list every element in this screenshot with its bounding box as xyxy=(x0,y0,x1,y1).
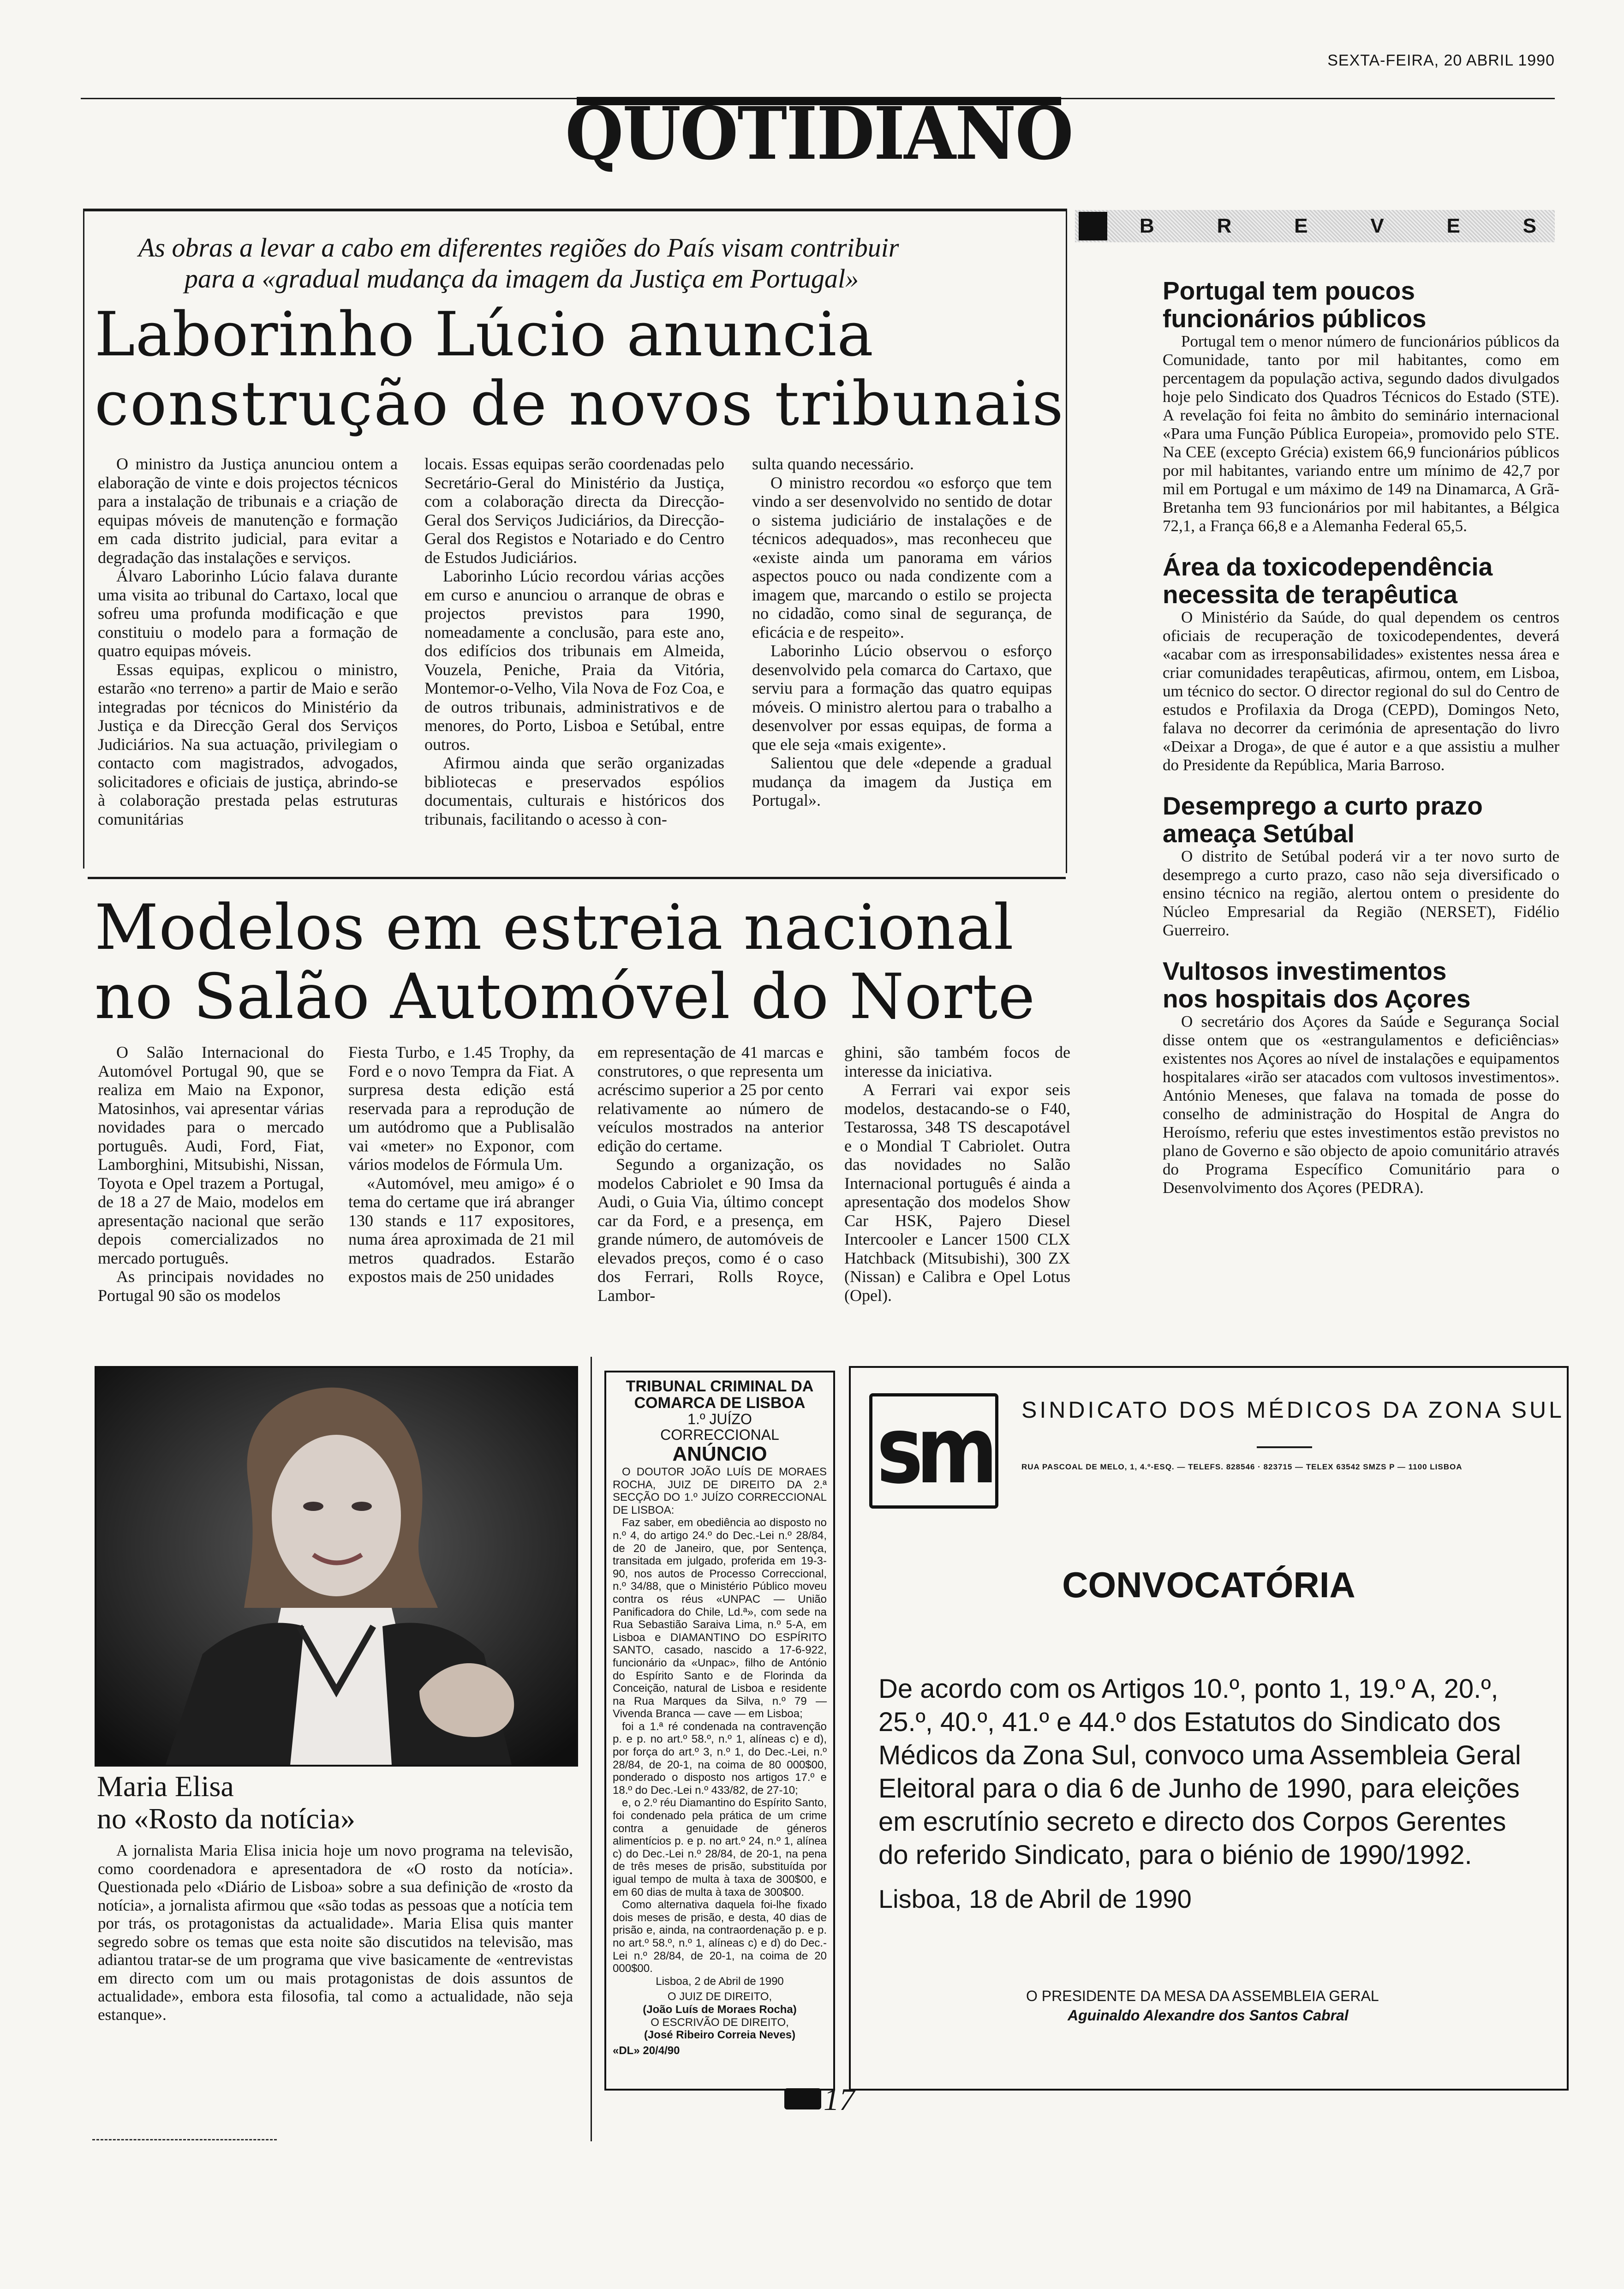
tribunal-paragraph: e, o 2.º réu Diamantino do Espírito Santo, foi condenado pela prática de um crime contra a genuidade de géneros alimentícios p. e p. no art.º 24, n.º 1, alínea c) do Dec.-Lei n.º 28/84, de 20-1, na pena de três meses de prisão, substituída por igual tempo de multa à taxa de 300$00, e em 60 dias de multa à taxa de 300$00. xyxy=(613,1797,827,1899)
breves-column xyxy=(1163,277,1559,1197)
tribunal-notice xyxy=(604,1371,835,2091)
auto-paragraph: A Ferrari vai expor seis modelos, destacando-se o F40, Testarossa, 348 TS descapotável e o Mondial T Cabriolet. Outra das novidades no Salão Internacional português é ainda a apresentação dos modelos Show Car HSK, Pajero Diesel Intercooler e Lancer 1500 CLX Hatchback (Mitsubishi), 300 ZX (Nissan) e Calibra e Opel Lotus (Opel). xyxy=(844,1080,1070,1305)
signer-title: O PRESIDENTE DA MESA DA ASSEMBLEIA GERAL xyxy=(1026,1988,1379,2004)
breves-letter: V xyxy=(1370,215,1384,237)
breve-item xyxy=(1163,957,1559,1197)
signer-name: Aguinaldo Alexandre dos Santos Cabral xyxy=(1068,2007,1349,2024)
lead-paragraph: Laborinho Lúcio recordou várias acções em curso e anunciou o arranque de obras e projectos previstos para 1990, nomeadamente a conclusão, para este ano, dos edifícios dos tribunais em Almeida, Vouzela, Peniche, Praia da Vitória, Montemor-o-Velho, Vila Nova de Foz Coa, e de outros tribunais, administrativos e de menores, do Porto, Lisboa e Setúbal, entre outros. xyxy=(424,567,724,754)
breve-title: Vultosos investimentos xyxy=(1163,957,1447,985)
tribunal-paragraph: foi a 1.ª ré condenada na contravenção p. e p. no art.º 58.º, n.º 1, alíneas c) e d), por força do art.º 3, n.º 1, do Dec.-Lei, n.º 28/84, de 20-1, na coima de 80 000$00, ponderado o disposto nos artigos 17.º e 18.º do Dec.-Lei n.º 433/82, de 27-10; xyxy=(613,1720,827,1797)
breves-letters xyxy=(1107,215,1555,238)
lead-paragraph: Essas equipas, explicou o ministro, estarão «no terreno» a partir de Maio e serão integradas por técnicos do Ministério da Justiça e da Direcção Geral dos Serviços Judiciários. Na sua actuação, privilegiam o contacto com magistrados, advogados, solicitadores e oficiais de justiça, abrindo-se à colaboração prestada pelas estruturas comunitárias xyxy=(98,660,398,828)
auto-paragraph: As principais novidades no Portugal 90 são os modelos xyxy=(98,1267,324,1305)
sindicato-address: RUA PASCOAL DE MELO, 1, 4.º-ESQ. — TELEFS. 828546 · 823715 — TELEX 63542 SMZS P — 1100 LISBOA xyxy=(1021,1462,1463,1471)
sm-logo-icon xyxy=(869,1393,998,1509)
auto-paragraph: ghini, são também focos de interesse da iniciativa. xyxy=(844,1043,1070,1080)
maria-elisa-text xyxy=(98,1841,573,2024)
tribunal-paragraph: O DOUTOR JOÃO LUÍS DE MORAES ROCHA, JUIZ DE DIREITO DA 2.ª SECÇÃO DO 1.º JUÍZO CORRECCIONAL DE LISBOA: xyxy=(613,1466,827,1516)
breve-text: O distrito de Setúbal poderá vir a ter novo surto de desemprego a curto prazo, caso não seja diversificado o ensino técnico na região, alertou ontem o presidente do Núcleo Empresarial da Região (NERSET), Fidélio Guerreiro. xyxy=(1163,847,1559,939)
breve-item xyxy=(1163,277,1559,535)
auto-paragraph: em representação de 41 marcas e construtores, o que representa um acréscimo superior a 25 por cento relativamente ao número de veículos mostrados na anterior edição do certame. xyxy=(597,1043,824,1155)
lead-right-rule xyxy=(1066,209,1067,873)
breve-text: O Ministério da Saúde, do qual dependem os centros oficiais de recuperação de toxicodependentes, deverá «acabar com as irresponsabilidades» existentes nessa área e criar comunidades terapêuticas, afirmou, ontem, em Lisboa, um técnico do sector. O director regional do sul do Centro de estudos e Profilaxia da Droga (CEPD), Domingos Neto, falava no decorrer da cerimónia de apresentação do livro «Deixar a Droga», de que é autor e a que assistiu a mulher do Presidente da República, Maria Barroso. xyxy=(1163,608,1559,774)
breves-letter: E xyxy=(1294,215,1308,237)
lead-kicker-2: para a «gradual mudança da imagem da Justiça em Portugal» xyxy=(185,264,859,294)
section-title: QUOTIDIANO xyxy=(565,91,1073,176)
tribunal-paragraph: Lisboa, 2 de Abril de 1990 xyxy=(656,1975,784,1988)
auto-top-rule xyxy=(88,877,1066,879)
auto-paragraph: Segundo a organização, os modelos Cabriolet e 90 Imsa da Audi, o Guia Via, último concept car da Ford, e a presença, em grande número, de automóveis de elevados preços, como é o caso dos Ferrari, Rolls Royce, Lambor- xyxy=(597,1155,824,1305)
tribunal-ref: «DL» 20/4/90 xyxy=(613,2044,680,2057)
breve-item xyxy=(1163,553,1559,774)
lead-paragraph: Laborinho Lúcio observou o esforço desenvolvido pela comarca do Cartaxo, que serviu para a formação das quatro equipas móveis. O ministro alertou para o trabalho a desenvolver por essas equipas, de forma a que ele seja «mais exigente». xyxy=(752,641,1052,754)
breve-title: necessita de terapêutica xyxy=(1163,580,1457,609)
maria-elisa-photo xyxy=(95,1366,578,1767)
lead-paragraph: sulta quando necessário. xyxy=(752,455,914,473)
auto-paragraph: Fiesta Turbo, e 1.45 Trophy, da Ford e o novo Tempra da Fiat. A surpresa desta edição está reservada para a reprodução de um autódromo que a Publisalão vai «meter» no Exponor, com vários modelos de Fórmula Um. xyxy=(348,1043,574,1174)
breves-square-icon xyxy=(1079,212,1107,240)
page-date: SEXTA-FEIRA, 20 ABRIL 1990 xyxy=(1327,52,1555,69)
auto-column-4 xyxy=(844,1043,1070,1305)
sindicato-name-underline xyxy=(1257,1446,1312,1448)
lead-headline-1: Laborinho Lúcio anuncia xyxy=(95,299,874,370)
maria-elisa-paragraph: A jornalista Maria Elisa inicia hoje um novo programa na televisão, como coordenadora e apresentadora de «O rosto da notícia». Questionada pelo «Diário de Lisboa» sobre a sua definição de «rosto da notícia», a jornalista afirmou que «são todas as pessoas que a notícia tem por trás, os protagonistas da actualidade». Maria Elisa quis manter segredo sobre os temas que esta noite são discutidos na televisão, mas adiantou tratar-se de um programa que vive basicamente de «entrevistas em directo com um ou mais protagonistas de dois assuntos de actualidade», embora esta filosofia, tal como a actualidade, não seja estanque». xyxy=(98,1841,573,2024)
dl-logo-icon xyxy=(784,2088,821,2109)
lead-paragraph: O ministro da Justiça anunciou ontem a elaboração de vinte e dois projectos técnicos para a instalação de tribunais e a criação de equipas móveis de manutenção e formação em cada distrito judicial, para evitar a degradação das instalações e serviços. xyxy=(98,455,398,567)
lead-column-3 xyxy=(752,455,1052,810)
breve-item xyxy=(1163,792,1559,940)
convocatoria-date: Lisboa, 18 de Abril de 1990 xyxy=(878,1884,1192,1913)
tribunal-signatures: O JUIZ DE DIREITO, (João Luís de Moraes Rocha) O ESCRIVÃO DE DIREITO, (José Ribeiro Correia Neves) xyxy=(643,1990,797,2042)
tribunal-paragraph: Como alternativa daquela foi-lhe fixado dois meses de prisão, e desta, 40 dias de prisão e, ainda, na contraordenação p. e p. no art.º 58.º, n.º 1, alíneas c) e d) do Dec.-Lei n.º 28/84, de 20-1, na coima de 20 000$00. xyxy=(613,1899,827,1975)
footer-dashed-rule xyxy=(92,2139,277,2140)
lead-left-rule xyxy=(83,209,84,869)
tribunal-paragraph: Faz saber, em obediência ao disposto no n.º 4, do artigo 24.º do Dec.-Lei n.º 28/84, de 20 de Janeiro, que, por Sentença, transitada em julgado, proferida em 19-3-90, nos autos de Processo Correccional, n.º 34/88, que o Ministério Público moveu contra os réus «UNPAC — União Panificadora do Chile, Ld.ª», com sede na Rua Sebastião Saraiva Lima, n.º 5-A, em Lisboa e DIAMANTINO DO ESPÍRITO SANTO, casado, nascido a 17-6-922, funcionário da «Unpac», filho de António do Espírito Santo e de Florinda da Conceição, natural de Lisboa e residente na Rua Marques da Silva, n.º 79 — Vivenda Branca — cave — em Lisboa; xyxy=(613,1516,827,1720)
sindicato-ad xyxy=(849,1366,1569,2091)
page-number: 17 xyxy=(824,2082,855,2117)
lead-paragraph: Afirmou ainda que serão organizadas bibliotecas e preservados espólios documentais, culturais e históricos dos tribunais, facilitando o acesso à con- xyxy=(424,754,724,828)
sm-logo-text: sm xyxy=(877,1397,991,1504)
auto-column-3 xyxy=(597,1043,824,1305)
tribunal-body xyxy=(613,1466,827,1988)
lead-paragraph: O ministro recordou «o esforço que tem vindo a ser desenvolvido no sentido de dotar o sistema judiciário de instalações e de técnicos adequados», mas reconheceu que «existe ainda um panorama em vários aspectos pouco ou nada condizente com a imagem que, marcando o estilo se projecta no cidadão, como sinal de segurança, de eficácia e de respeito». xyxy=(752,473,1052,641)
lead-paragraph: Salientou que dele «depende a gradual mudança da imagem da Justiça em Portugal». xyxy=(752,754,1052,809)
tribunal-label: ANÚNCIO xyxy=(672,1443,767,1465)
breve-title: Portugal tem poucos xyxy=(1163,276,1415,305)
lead-top-rule xyxy=(83,209,1066,211)
lead-column-1 xyxy=(98,455,398,828)
breve-text: Portugal tem o menor número de funcionários públicos da Comunidade, tanto por mil habitantes, como em percentagem da população activa, segundo dados divulgados hoje pelo Sindicato dos Quadros Técnicos do Estado (STE). A revelação foi feita no âmbito do seminário internacional «Para uma Função Pública Europeia», promovido pelo STE. Na CEE (excepto Grécia) existem 66,9 funcionários públicos por mil habitantes, variando entre um mínimo de 42,7 por mil em Portugal e um máximo de 149 na Dinamarca, A Grã-Bretanha tem 93 funcionários por mil habitantes, a Bélgica 72,1, a França 66,8 e a Alemanha Federal 65,5. xyxy=(1163,332,1559,535)
breve-title: Área da toxicodependência xyxy=(1163,552,1493,581)
tribunal-subtitle: 1.º JUÍZO CORRECCIONAL xyxy=(660,1411,779,1443)
convocatoria-title: CONVOCATÓRIA xyxy=(1062,1564,1355,1605)
auto-column-2 xyxy=(348,1043,574,1286)
maria-elisa-headline-1: Maria Elisa xyxy=(97,1770,234,1803)
tribunal-title: TRIBUNAL CRIMINAL DA COMARCA DE LISBOA xyxy=(626,1378,814,1412)
breves-letter: R xyxy=(1217,215,1232,237)
auto-column-1 xyxy=(98,1043,324,1305)
lead-kicker-1: As obras a levar a cabo em diferentes regiões do País visam contribuir xyxy=(138,233,899,263)
breve-title: ameaça Setúbal xyxy=(1163,819,1355,848)
breves-letter: E xyxy=(1446,215,1460,237)
auto-paragraph: O Salão Internacional do Automóvel Portugal 90, que se realiza em Maio na Exponor, Matosinhos, vai apresentar várias novidades para o mercado português. Audi, Ford, Fiat, Lamborghini, Mitsubishi, Nissan, Toyota e Opel trazem a Portugal, de 18 a 27 de Maio, modelos em apresentação nacional que serão depois comercializados no mercado português. xyxy=(98,1043,324,1267)
auto-headline-2: no Salão Automóvel do Norte xyxy=(95,960,1036,1033)
lead-column-2 xyxy=(424,455,724,828)
maria-elisa-headline-2: no «Rosto da notícia» xyxy=(97,1802,355,1835)
sindicato-name: SINDICATO DOS MÉDICOS DA ZONA SUL xyxy=(1021,1397,1564,1423)
lead-paragraph: locais. Essas equipas serão coordenadas pelo Secretário-Geral do Ministério da Justiça, com a colaboração directa da Direcção-Geral dos Serviços Judiciários, da Direcção-Geral dos Registos e Notariado e do Centro de Estudos Judiciários. xyxy=(424,455,724,567)
breves-label-bar xyxy=(1075,210,1555,242)
maria-elisa-right-rule xyxy=(591,1357,592,2141)
lead-paragraph: Álvaro Laborinho Lúcio falava durante uma visita ao tribunal do Cartaxo, local que sofreu uma profunda modificação e que constituiu o modelo para a formação de quatro equipas móveis. xyxy=(98,567,398,660)
breve-text: O secretário dos Açores da Saúde e Segurança Social disse ontem que os «estrangulamentos e deficiências» existentes nos Açores ao nível de instalações e equipamentos hospitalares «irão ser atacados com vultosos investimentos». António Meneses, que falava na tomada de posse do conselho de administração do Hospital de Angra do Heroísmo, referiu que estes investimentos estão previstos no plano de Governo e são objecto de apoio comunitário através do Programa Específico Comunitário para o Desenvolvimento dos Açores (PEDRA). xyxy=(1163,1013,1559,1197)
breves-letter: B xyxy=(1140,215,1154,237)
lead-headline-2: construção de novos tribunais xyxy=(95,368,1065,439)
breve-title: nos hospitais dos Açores xyxy=(1163,984,1471,1013)
convocatoria-body: De acordo com os Artigos 10.º, ponto 1, 19.º A, 20.º, 25.º, 40.º, 41.º e 44.º dos Estatutos do Sindicato dos Médicos da Zona Sul, convoco uma Assembleia Geral Eleitoral para o dia 6 de Junho de 1990, para eleições em escrutínio secreto e directo dos Corpos Gerentes do referido Sindicato, para o biénio de 1990/1992. xyxy=(878,1674,1521,1870)
auto-paragraph: «Automóvel, meu amigo» é o tema do certame que irá abranger 130 stands e 117 expositores, numa área aproximada de 21 mil metros quadrados. Estarão expostos mais de 250 unidades xyxy=(348,1174,574,1286)
breve-title: Desemprego a curto prazo xyxy=(1163,791,1483,820)
auto-headline-1: Modelos em estreia nacional xyxy=(95,891,1014,964)
breves-letter: S xyxy=(1522,215,1536,237)
breve-title: funcionários públicos xyxy=(1163,304,1427,333)
portrait-image xyxy=(96,1368,576,1765)
